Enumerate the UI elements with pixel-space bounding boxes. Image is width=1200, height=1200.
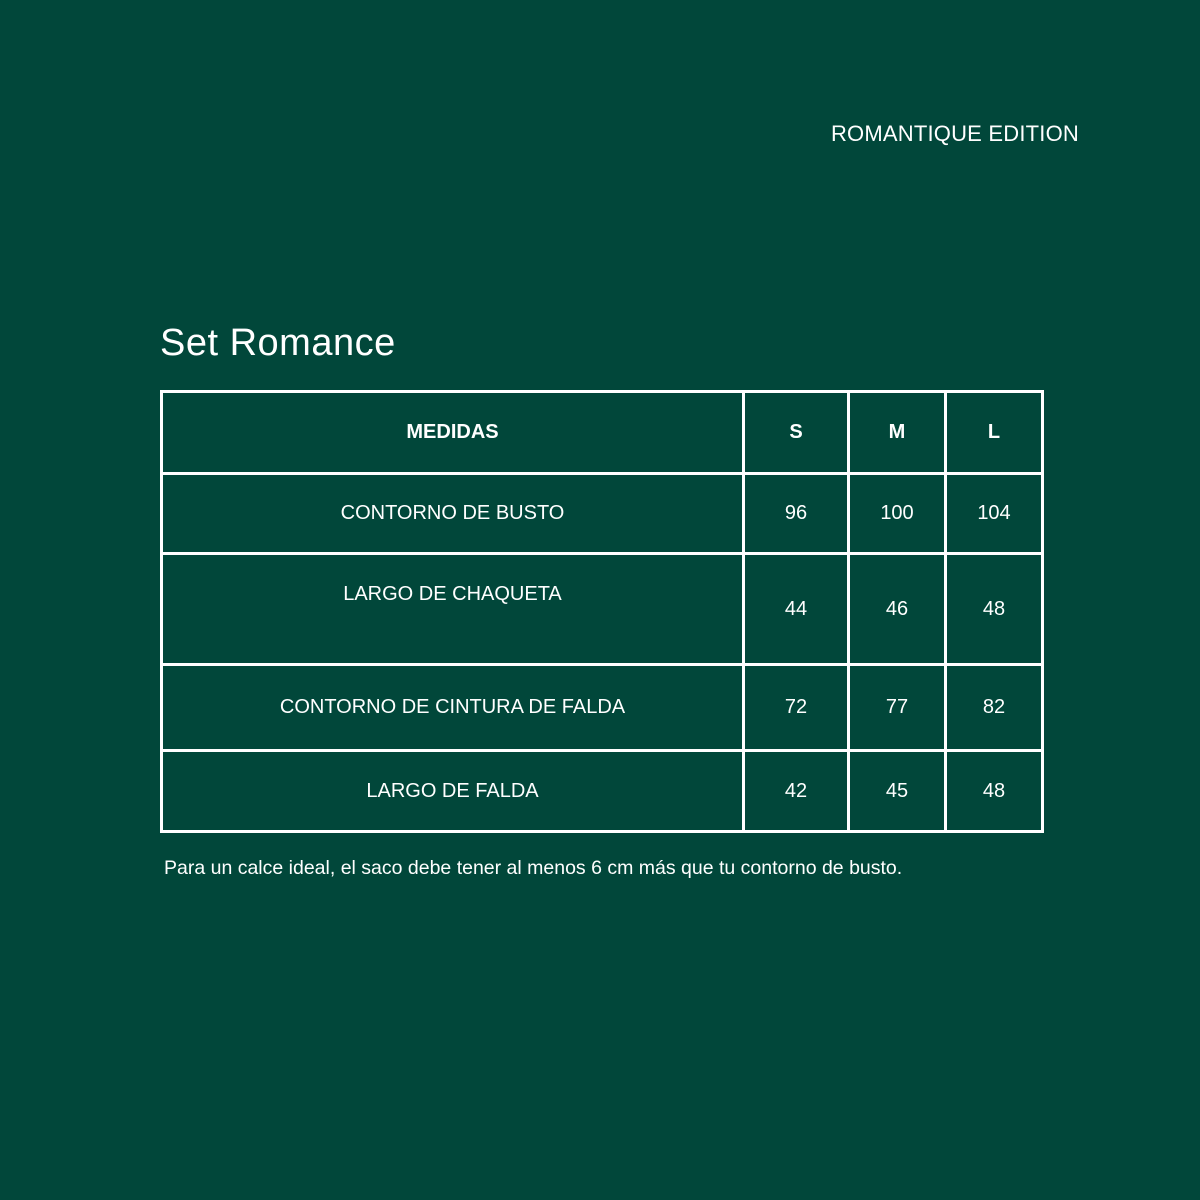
header-size-l: L xyxy=(946,392,1043,474)
cell-value: 77 xyxy=(849,665,946,751)
size-table xyxy=(160,390,1044,833)
row-label: CONTORNO DE BUSTO xyxy=(162,474,744,554)
cell-value: 96 xyxy=(744,474,849,554)
header-medidas: MEDIDAS xyxy=(162,392,744,474)
table-row xyxy=(162,751,1043,832)
cell-value: 100 xyxy=(849,474,946,554)
cell-value: 44 xyxy=(744,554,849,665)
cell-value: 104 xyxy=(946,474,1043,554)
cell-value: 42 xyxy=(744,751,849,832)
fit-note: Para un calce ideal, el saco debe tener al menos 6 cm más que tu contorno de busto. xyxy=(164,857,903,879)
cell-value: 48 xyxy=(946,751,1043,832)
page-title: Set Romance xyxy=(160,322,396,364)
table-row xyxy=(162,554,1043,665)
row-label: LARGO DE CHAQUETA xyxy=(162,554,744,665)
cell-value: 72 xyxy=(744,665,849,751)
table-row xyxy=(162,474,1043,554)
header-size-m: M xyxy=(849,392,946,474)
cell-value: 82 xyxy=(946,665,1043,751)
cell-value: 45 xyxy=(849,751,946,832)
table-header-row xyxy=(162,392,1043,474)
row-label: LARGO DE FALDA xyxy=(162,751,744,832)
table-row xyxy=(162,665,1043,751)
header-size-s: S xyxy=(744,392,849,474)
row-label: CONTORNO DE CINTURA DE FALDA xyxy=(162,665,744,751)
cell-value: 46 xyxy=(849,554,946,665)
edition-label: ROMANTIQUE EDITION xyxy=(830,121,1079,146)
cell-value: 48 xyxy=(946,554,1043,665)
